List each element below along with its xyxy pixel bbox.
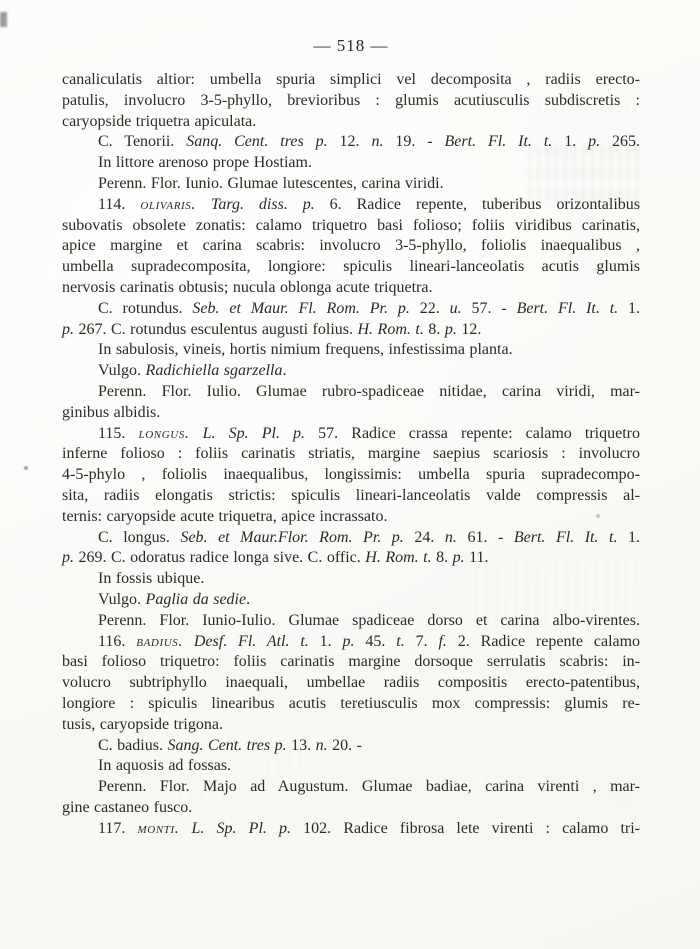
text-line bbox=[62, 777, 640, 798]
text-run: Perenn. Flor. Iulio. Glumae rubro-spadiceae nitidae, carina viridi, mar- bbox=[98, 382, 640, 400]
text-run: p. bbox=[452, 549, 465, 567]
text-line bbox=[62, 528, 640, 549]
text-run: caryopside triquetra apiculata. bbox=[62, 112, 257, 130]
text-line bbox=[62, 382, 640, 403]
text-run: 267. C. rotundus esculentus augusti folius. bbox=[74, 320, 358, 338]
text-line bbox=[62, 195, 640, 216]
text-line bbox=[62, 91, 640, 112]
text-run: In sabulosis, vineis, hortis nimium frequens, infestissima planta. bbox=[98, 341, 513, 359]
text-run: L. Sp. Pl. p. bbox=[191, 819, 292, 837]
text-run: Desf. Fl. Atl. t. bbox=[193, 632, 309, 650]
text-run: H. Rom. t. bbox=[357, 320, 424, 338]
text-run: Perenn. Flor. Iunio. Glumae lutescentes, carina viridi. bbox=[98, 174, 444, 192]
text-line bbox=[62, 569, 640, 590]
text-line bbox=[62, 70, 640, 91]
text-run: 115. bbox=[98, 424, 139, 442]
phenology-c-tenorii bbox=[62, 174, 640, 195]
text-run: n. bbox=[371, 133, 384, 151]
text-run: In littore arenoso prope Hostiam. bbox=[98, 154, 312, 172]
text-run: t. bbox=[396, 632, 405, 650]
text-line bbox=[62, 590, 640, 611]
text-line bbox=[62, 611, 640, 632]
species-114-olivaris-description bbox=[62, 195, 640, 299]
habitat-c-rotundus bbox=[62, 340, 640, 361]
text-run: 61. - bbox=[456, 528, 514, 546]
text-run: 1. bbox=[617, 528, 641, 546]
phenology-c-longus bbox=[62, 611, 640, 632]
text-run: Sanq. Cent. tres p. bbox=[186, 133, 328, 151]
text-run: p. bbox=[588, 133, 601, 151]
text-run: patulis, involucro 3-5-phyllo, brevioribus : glumis acutiusculis subdiscretis : bbox=[62, 91, 640, 109]
text-line bbox=[62, 403, 640, 424]
text-run: 20. - bbox=[327, 736, 362, 754]
text-run: u. bbox=[449, 299, 462, 317]
text-line bbox=[62, 715, 640, 736]
text-run: Bert. Fl. It. t. bbox=[444, 133, 553, 151]
text-line bbox=[62, 340, 640, 361]
page-number: — 518 — bbox=[313, 36, 389, 55]
text-run bbox=[196, 196, 211, 213]
reference-c-longus bbox=[62, 528, 640, 570]
text-line bbox=[62, 798, 640, 819]
text-line bbox=[62, 694, 640, 715]
text-line bbox=[62, 465, 640, 486]
text-run: nervosis carinatis obtusis; nucula oblonga acute triquetra. bbox=[62, 278, 433, 296]
text-line bbox=[62, 819, 640, 840]
text-run: 1. bbox=[552, 133, 589, 151]
text-run: 22. bbox=[409, 299, 450, 317]
text-run: Radichiella sgarzella bbox=[145, 362, 283, 380]
text-line bbox=[62, 361, 640, 382]
text-line bbox=[62, 652, 640, 673]
text-run: C. badius. bbox=[98, 736, 168, 754]
text-block bbox=[62, 70, 640, 839]
text-run: n. bbox=[444, 528, 457, 546]
text-run: C. rotundus. bbox=[98, 299, 193, 317]
scan-edge-mark bbox=[0, 12, 7, 27]
text-run: L. Sp. Pl. p. bbox=[202, 424, 306, 442]
text-line bbox=[62, 632, 640, 653]
text-run: tusis, caryopside trigona. bbox=[62, 715, 223, 733]
vernacular-c-rotundus bbox=[62, 361, 640, 382]
habitat-c-longus bbox=[62, 569, 640, 590]
text-run: 116. bbox=[98, 632, 137, 650]
text-line bbox=[62, 132, 640, 153]
text-run: n. bbox=[315, 736, 328, 754]
text-run: 2. Radice repente calamo bbox=[446, 632, 641, 650]
text-run: 1. bbox=[618, 299, 641, 317]
text-line bbox=[62, 236, 640, 257]
text-run: Vulgo. bbox=[98, 362, 146, 380]
text-run: 6. Radice repente, tuberibus orizontalibus bbox=[314, 195, 640, 213]
text-run: p. bbox=[62, 549, 74, 567]
text-run: 57. Radice crassa repente: calamo triquetro bbox=[305, 424, 641, 442]
phenology-c-badius bbox=[62, 777, 640, 819]
species-115-longus-description bbox=[62, 424, 640, 528]
text-run: longiore : spiculis linearibus acutis teretiusculis mox compressis: glumis re- bbox=[62, 694, 640, 712]
text-line bbox=[62, 444, 640, 465]
text-line bbox=[62, 153, 640, 174]
text-run: p. bbox=[62, 320, 74, 338]
phenology-c-rotundus bbox=[62, 382, 640, 424]
text-run bbox=[183, 633, 194, 650]
text-run: 11. bbox=[464, 549, 489, 567]
text-run: 12. bbox=[327, 133, 372, 151]
ink-speck bbox=[24, 466, 28, 470]
text-run: In fossis ubique. bbox=[98, 570, 205, 588]
text-line bbox=[62, 278, 640, 299]
text-run: Perenn. Flor. Iunio-Iulio. Glumae spadiceae dorso et carina albo-virentes. bbox=[98, 611, 640, 629]
text-run: 265. bbox=[600, 133, 641, 151]
text-line bbox=[62, 299, 640, 320]
text-run: inferne folioso : foliis carinatis striatis, margine saepius scariosis : involucro bbox=[62, 445, 640, 463]
text-run: In aquosis ad fossas. bbox=[98, 757, 232, 775]
text-run: 102. Radice fibrosa lete virenti : calamo tri- bbox=[291, 819, 641, 837]
text-run: 7. bbox=[404, 632, 439, 650]
text-run: subovatis obsolete zonatis: calamo triquetro basi folioso; foliis viridibus carinatis, bbox=[62, 216, 640, 234]
species-117-monti-description bbox=[62, 819, 640, 840]
text-run: 1. bbox=[308, 632, 343, 650]
text-run: p. bbox=[444, 320, 457, 338]
text-run: 114. bbox=[98, 195, 141, 213]
text-run: gine castaneo fusco. bbox=[62, 798, 193, 816]
text-line bbox=[62, 257, 640, 278]
text-line bbox=[62, 112, 640, 133]
text-line bbox=[62, 174, 640, 195]
text-run: umbella supradecomposita, longiore: spiculis lineari-lanceolatis acutis glumis bbox=[62, 258, 640, 276]
text-run: Seb. et Maur. Fl. Rom. Pr. p. bbox=[192, 299, 410, 317]
text-run: ginibus albidis. bbox=[62, 403, 161, 421]
text-run: ternis: caryopside acute triquetra, apice incrassato. bbox=[62, 507, 388, 525]
text-run: apice margine et carina scabris: involucro 3-5-phyllo, foliolis inaequalibus , bbox=[62, 237, 640, 255]
text-run: 12. bbox=[456, 320, 482, 338]
text-line bbox=[62, 507, 640, 528]
text-run: 24. bbox=[403, 528, 445, 546]
species-name: longus. bbox=[138, 424, 190, 442]
text-run: H. Rom. t. bbox=[365, 549, 432, 567]
species-name: monti. bbox=[137, 819, 180, 837]
text-line bbox=[62, 673, 640, 694]
text-run: 269. C. odoratus radice longa sive. C. offic. bbox=[74, 549, 366, 567]
text-run: 45. bbox=[354, 632, 397, 650]
text-run: Targ. diss. p. bbox=[210, 195, 315, 213]
text-run: sita, radiis elongatis strictis: spiculis lineari-lanceolatis valde compressis al- bbox=[62, 486, 640, 504]
text-line bbox=[62, 424, 640, 445]
vernacular-c-longus bbox=[62, 590, 640, 611]
text-run bbox=[179, 820, 191, 837]
reference-c-rotundus bbox=[62, 299, 640, 341]
text-run: 13. bbox=[286, 736, 316, 754]
text-run: f. bbox=[438, 632, 447, 650]
reference-c-tenorii bbox=[62, 132, 640, 153]
text-run: canaliculatis altior: umbella spuria simplici vel decomposita , radiis erecto- bbox=[62, 71, 640, 88]
text-line bbox=[62, 548, 640, 569]
text-run: 8. bbox=[423, 320, 445, 338]
text-run: . bbox=[282, 362, 287, 380]
text-line bbox=[62, 756, 640, 777]
text-line bbox=[62, 486, 640, 507]
continued-text-paragraph bbox=[62, 70, 640, 132]
text-run: Seb. et Maur.Flor. Rom. Pr. p. bbox=[180, 528, 404, 546]
text-run: 19. - bbox=[383, 133, 445, 151]
reference-c-badius bbox=[62, 736, 640, 757]
species-116-badius-description bbox=[62, 632, 640, 736]
text-run: C. Tenorii. bbox=[98, 133, 187, 151]
text-run: C. longus. bbox=[98, 528, 181, 546]
species-name: olivaris. bbox=[140, 195, 196, 213]
text-run: Vulgo. bbox=[98, 590, 146, 608]
text-run: 4-5-phylo , foliolis inaequalibus, longissimis: umbella spuria supradecompo- bbox=[62, 466, 640, 484]
text-line bbox=[62, 736, 640, 757]
text-run bbox=[190, 425, 203, 442]
text-run: volucro subtriphyllo inaequali, umbellae radiis compositis erecto-patentibus, bbox=[62, 674, 640, 692]
text-run: Perenn. Flor. Majo ad Augustum. Glumae badiae, carina virenti , mar- bbox=[98, 778, 640, 796]
text-line bbox=[62, 320, 640, 341]
text-run: Paglia da sedie bbox=[145, 590, 247, 608]
text-run: 57. - bbox=[461, 299, 517, 317]
habitat-c-tenorii bbox=[62, 153, 640, 174]
text-line bbox=[62, 216, 640, 237]
text-run: . bbox=[246, 590, 251, 608]
text-run: 8. bbox=[431, 549, 453, 567]
habitat-c-badius bbox=[62, 756, 640, 777]
species-name: badius. bbox=[136, 632, 183, 650]
text-run: 117. bbox=[98, 819, 138, 837]
text-run: p. bbox=[342, 632, 355, 650]
text-run: Bert. Fl. It. t. bbox=[516, 299, 619, 317]
text-run: Sang. Cent. tres p. bbox=[167, 736, 287, 754]
text-run: Bert. Fl. It. t. bbox=[513, 528, 618, 546]
text-run: basi folioso triquetro: foliis carinatis margine dorsoque serrulatis scabris: in- bbox=[62, 653, 640, 671]
